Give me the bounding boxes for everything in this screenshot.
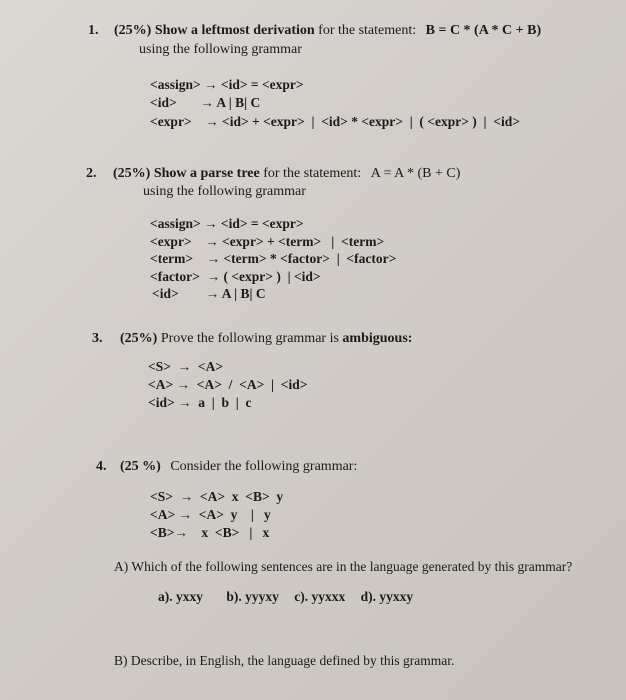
grammar-rule: <A> → <A> / <A> | <id>: [148, 377, 308, 392]
question-number: 1.: [88, 23, 99, 38]
grammar-rule: <S> → <A>: [148, 359, 224, 374]
question-number: 3.: [92, 331, 103, 346]
grammar-rule: <expr> → <expr> + <term> | <term>: [150, 234, 385, 249]
question-header: (25 %) Consider the following grammar:: [120, 459, 358, 474]
grammar-rule: <assign> → <id> = <expr>: [150, 77, 304, 92]
grammar-rule: <B>→ x <B> | x: [150, 525, 270, 540]
grammar-rule: <assign> → <id> = <expr>: [150, 216, 304, 231]
part-a-prompt: A) Which of the following sentences are in the language generated by this grammar?: [114, 559, 573, 574]
grammar-rule: <S> → <A> x <B> y: [150, 489, 284, 504]
option-c: c). yyxxx: [294, 589, 346, 604]
answer-options: [158, 588, 413, 606]
question-header: (25%) Prove the following grammar is ambiguous:: [120, 331, 413, 346]
option-b: b). yyyxy: [226, 589, 279, 604]
grammar-rule: <expr> → <id> + <expr> | <id> * <expr> | ( <expr> ) | <id>: [150, 114, 520, 129]
option-d: d). yyxxy: [360, 589, 414, 604]
grammar-rule: <id> → a | b | c: [148, 395, 252, 410]
question-header: (25%) Show a leftmost derivation for the statement: B = C * (A * C + B): [114, 23, 542, 38]
question-number: 2.: [86, 166, 97, 181]
option-a: a). yxxy: [158, 589, 203, 604]
grammar-rule: <id> → A | B| C: [150, 95, 261, 110]
question-subtitle: using the following grammar: [139, 42, 302, 57]
grammar-rule: <id> → A | B| C: [152, 286, 266, 301]
part-b-prompt: B) Describe, in English, the language defined by this grammar.: [114, 653, 455, 668]
grammar-rule: <A> → <A> y | y: [150, 507, 271, 522]
grammar-rule: <factor> → ( <expr> ) | <id>: [150, 269, 321, 284]
question-header: (25%) Show a parse tree for the statement: A = A * (B + C): [113, 166, 461, 181]
question-number: 4.: [96, 459, 107, 474]
question-subtitle: using the following grammar: [143, 184, 306, 199]
grammar-rule: <term> → <term> * <factor> | <factor>: [150, 251, 397, 266]
